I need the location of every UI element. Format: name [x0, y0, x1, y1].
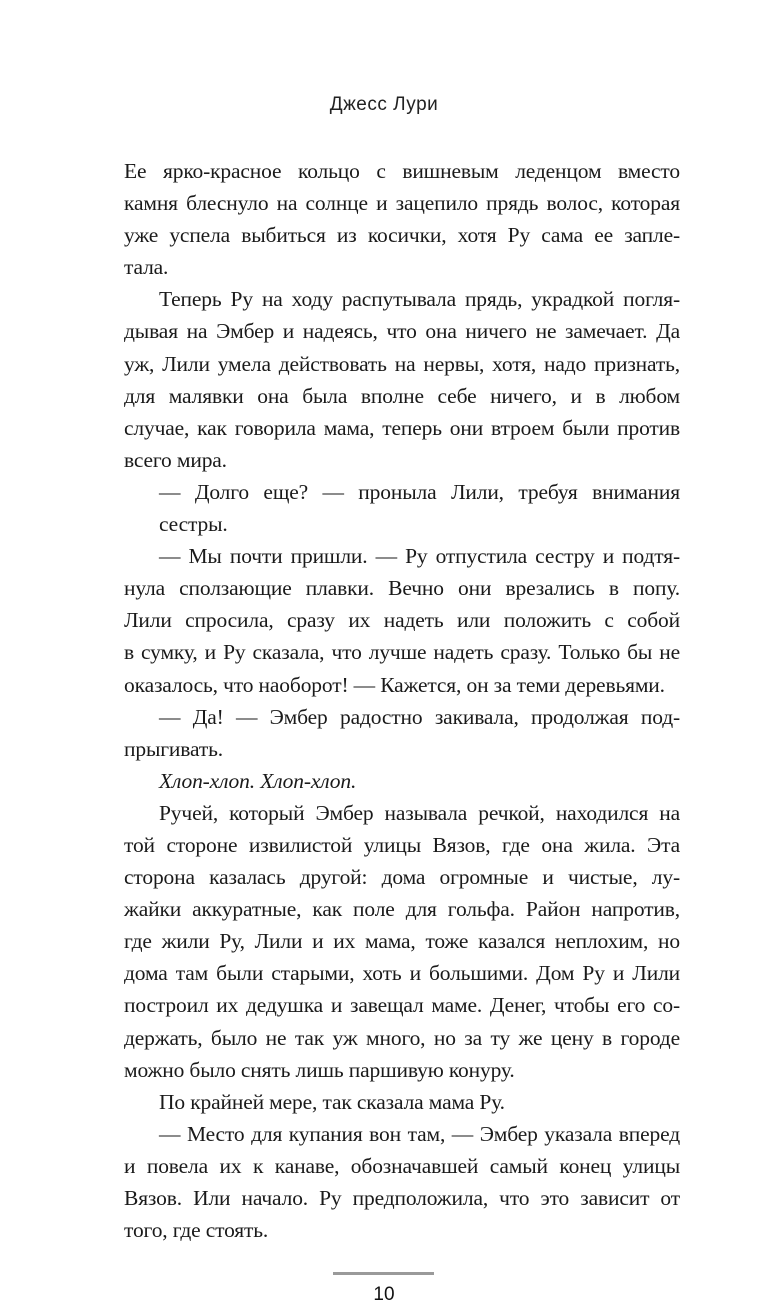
paragraph: [124, 476, 680, 540]
text-line: Лили спросила, сразу их надеть или положить с собой: [124, 608, 680, 633]
text-line: уж, Лили умела действовать на нервы, хотя, надо признать,: [124, 351, 680, 376]
text-line: сторона казалась другой: дома огромные и чистые, лу-: [124, 865, 680, 890]
text-line: Хлоп-хлоп. Хлоп-хлоп.: [159, 768, 357, 793]
text-line: где жили Ру, Лили и их мама, тоже казался неплохим, но: [124, 929, 680, 954]
paragraph: [124, 1118, 680, 1246]
text-line: уже успела выбиться из косички, хотя Ру сама ее запле-: [124, 223, 680, 248]
text-line: Ручей, который Эмбер называла речкой, находился на: [159, 800, 680, 825]
text-line: дывая на Эмбер и надеясь, что она ничего не замечает. Да: [124, 319, 680, 344]
paragraph: [124, 701, 680, 765]
text-line: — Долго еще? — проныла Лили, требуя внимания сестры.: [159, 479, 680, 537]
text-line: прыгивать.: [124, 736, 223, 761]
body-text: [124, 155, 680, 1246]
text-line: той стороне извилистой улицы Вязов, где она жила. Эта: [124, 832, 680, 857]
text-line: случае, как говорила мама, теперь они втроем были против: [124, 415, 680, 440]
paragraph: [124, 540, 680, 700]
text-line: По крайней мере, так сказала мама Ру.: [159, 1089, 505, 1114]
text-line: Ее ярко-красное кольцо с вишневым леденцом вместо: [124, 159, 680, 183]
text-line: — Место для купания вон там, — Эмбер указала вперед: [159, 1121, 680, 1146]
page-number: 10: [373, 1284, 395, 1306]
text-line: всего мира.: [124, 447, 227, 472]
paragraph: [124, 765, 680, 797]
text-line: в сумку, и Ру сказала, что лучше надеть сразу. Только бы не: [124, 640, 680, 665]
paragraph: [124, 797, 680, 1086]
text-line: того, где стоять.: [124, 1218, 269, 1243]
paragraph: [124, 1086, 680, 1118]
paragraph: [124, 155, 680, 283]
page-number-rule: [333, 1272, 434, 1275]
text-line: для малявки она была вполне себе ничего, и в любом: [124, 383, 680, 408]
running-head-author: Джесс Лури: [329, 94, 439, 115]
text-line: тала.: [124, 255, 169, 280]
text-line: Теперь Ру на ходу распутывала прядь, украдкой погля-: [159, 287, 680, 312]
text-line: жайки аккуратные, как поле для гольфа. Район напротив,: [124, 897, 680, 922]
text-line: и повела их к канаве, обозначавшей самый конец улицы: [124, 1153, 680, 1178]
text-line: дома там были старыми, хоть и большими. Дом Ру и Лили: [124, 961, 680, 986]
text-line: Вязов. Или начало. Ру предположила, что это зависит от: [124, 1186, 680, 1210]
paragraph: [124, 283, 680, 476]
text-line: держать, было не так уж много, но за ту же цену в городе: [124, 1025, 680, 1050]
text-line: — Да! — Эмбер радостно закивала, продолжая под-: [159, 704, 680, 729]
text-line: камня блеснуло на солнце и зацепило прядь волос, которая: [124, 191, 680, 216]
text-line: можно было снять лишь паршивую конуру.: [124, 1057, 515, 1082]
text-line: построил их дедушка и завещал маме. Денег, чтобы его со-: [124, 993, 680, 1018]
text-line: — Мы почти пришли. — Ру отпустила сестру и подтя-: [159, 544, 680, 569]
text-line: нула сползающие плавки. Вечно они врезались в попу.: [124, 576, 680, 601]
text-line: оказалось, что наоборот! — Кажется, он за теми деревьями.: [124, 672, 665, 697]
